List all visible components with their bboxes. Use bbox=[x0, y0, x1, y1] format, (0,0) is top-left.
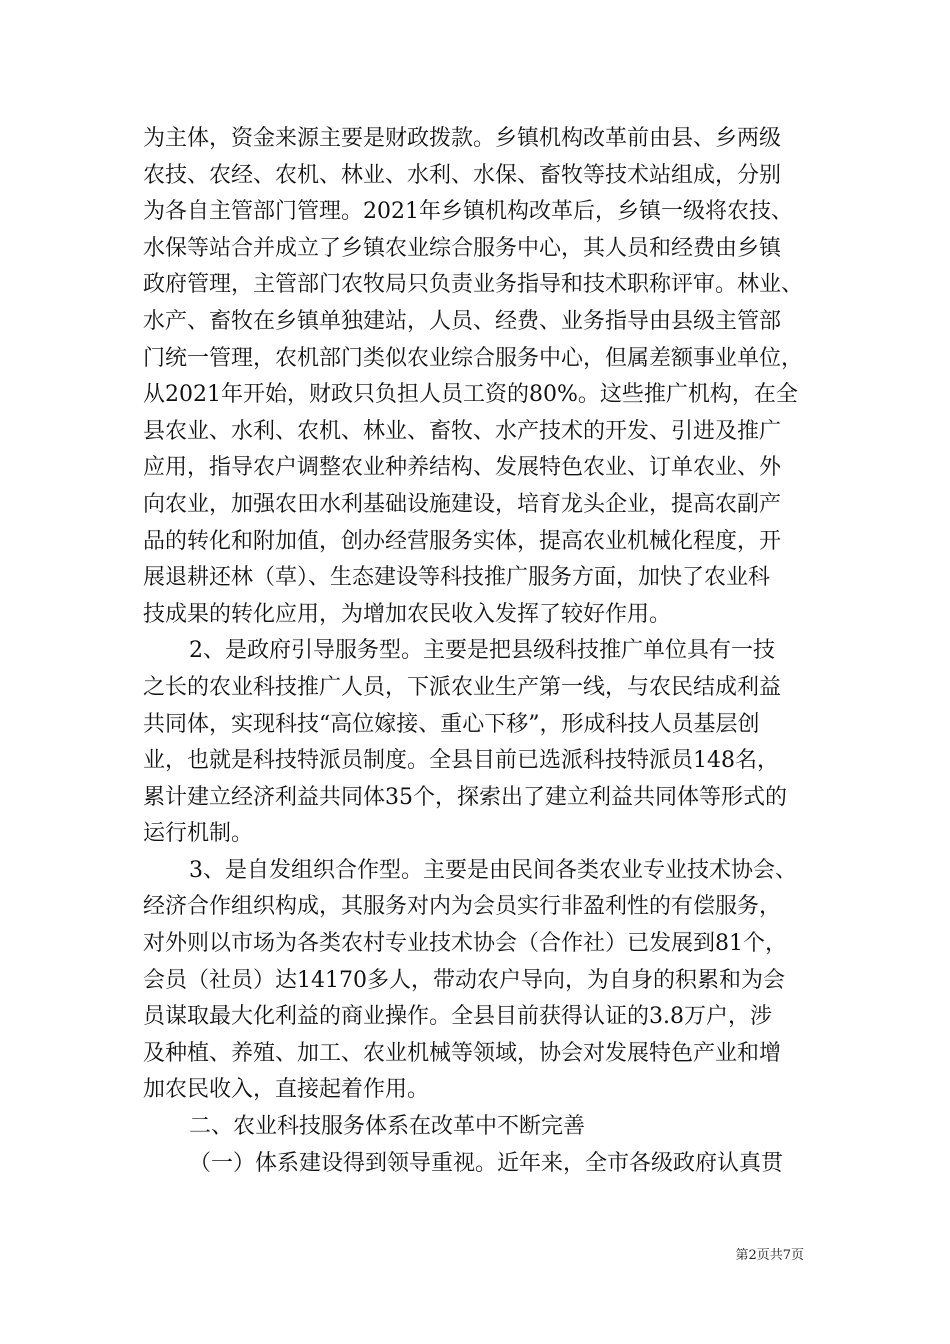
text-line: 之长的农业科技推广人员，下派农业生产第一线，与农民结成利益 bbox=[143, 674, 782, 700]
text-line: 共同体，实现科技“高位嫁接、重心下移”，形成科技人员基层创 bbox=[143, 711, 760, 737]
text-line: 从2021年开始，财政只负担人员工资的80%。这些推广机构，在全 bbox=[143, 382, 798, 408]
text-line: 品的转化和附加值，创办经营服务实体，提高农业机械化程度，开 bbox=[143, 528, 782, 554]
text-line: 对外则以市场为各类农村专业技术协会（合作社）已发展到81个， bbox=[143, 931, 787, 957]
paragraph-start-line: 3、是自发组织合作型。主要是由民间各类农业专业技术协会、 bbox=[189, 857, 797, 883]
section-heading: 二、农业科技服务体系在改革中不断完善 bbox=[189, 1114, 586, 1140]
text-line: 运行机制。 bbox=[143, 821, 254, 847]
page-number: 第2页共7页 bbox=[735, 1248, 804, 1263]
text-line: 政府管理，主管部门农牧局只负责业务指导和技术职称评审。林业、 bbox=[143, 272, 804, 298]
text-line: 技成果的转化应用，为增加农民收入发挥了较好作用。 bbox=[143, 601, 672, 627]
text-line: 应用，指导农户调整农业种养结构、发展特色农业、订单农业、外 bbox=[143, 455, 782, 481]
text-line: 门统一管理，农机部门类似农业综合服务中心，但属差额事业单位， bbox=[143, 345, 804, 371]
text-line: 及种植、养殖、加工、农业机械等领域，协会对发展特色产业和增 bbox=[143, 1040, 782, 1066]
text-line: 累计建立经济利益共同体35个，探索出了建立利益共同体等形式的 bbox=[143, 784, 787, 810]
text-line: 加农民收入，直接起着作用。 bbox=[143, 1077, 430, 1103]
text-line: 为各自主管部门管理。2021年乡镇机构改革后，乡镇一级将农技、 bbox=[143, 199, 793, 225]
text-line: 展退耕还林（草）、生态建设等科技推广服务方面，加快了农业科 bbox=[143, 565, 771, 591]
text-line: 员谋取最大化利益的商业操作。全县目前获得认证的3.8万户，涉 bbox=[143, 1004, 772, 1030]
text-line: 会员（社员）达14170多人，带动农户导向，为自身的积累和为会 bbox=[143, 967, 785, 993]
text-line: 业，也就是科技特派员制度。全县目前已选派科技特派员148名， bbox=[143, 748, 779, 774]
text-line: 县农业、水利、农机、林业、畜牧、水产技术的开发、引进及推广 bbox=[143, 418, 782, 444]
text-line: 水产、畜牧在乡镇单独建站，人员、经费、业务指导由县级主管部 bbox=[143, 308, 782, 334]
paragraph-start-line: 2、是政府引导服务型。主要是把县级科技推广单位具有一技 bbox=[189, 638, 775, 664]
text-line: 为主体，资金来源主要是财政拨款。乡镇机构改革前由县、乡两级 bbox=[143, 126, 782, 151]
text-line: 农技、农经、农机、林业、水利、水保、畜牧等技术站组成，分别 bbox=[143, 162, 782, 188]
document-body bbox=[143, 121, 813, 1182]
text-line: 经济合作组织构成，其服务对内为会员实行非盈利性的有偿服务， bbox=[143, 894, 782, 920]
text-line: 水保等站合并成立了乡镇农业综合服务中心，其人员和经费由乡镇 bbox=[143, 235, 782, 261]
text-line: 向农业，加强农田水利基础设施建设，培育龙头企业，提高农副产 bbox=[143, 491, 782, 517]
paragraph-start-line: （一）体系建设得到领导重视。近年来，全市各级政府认真贯 bbox=[189, 1150, 784, 1176]
